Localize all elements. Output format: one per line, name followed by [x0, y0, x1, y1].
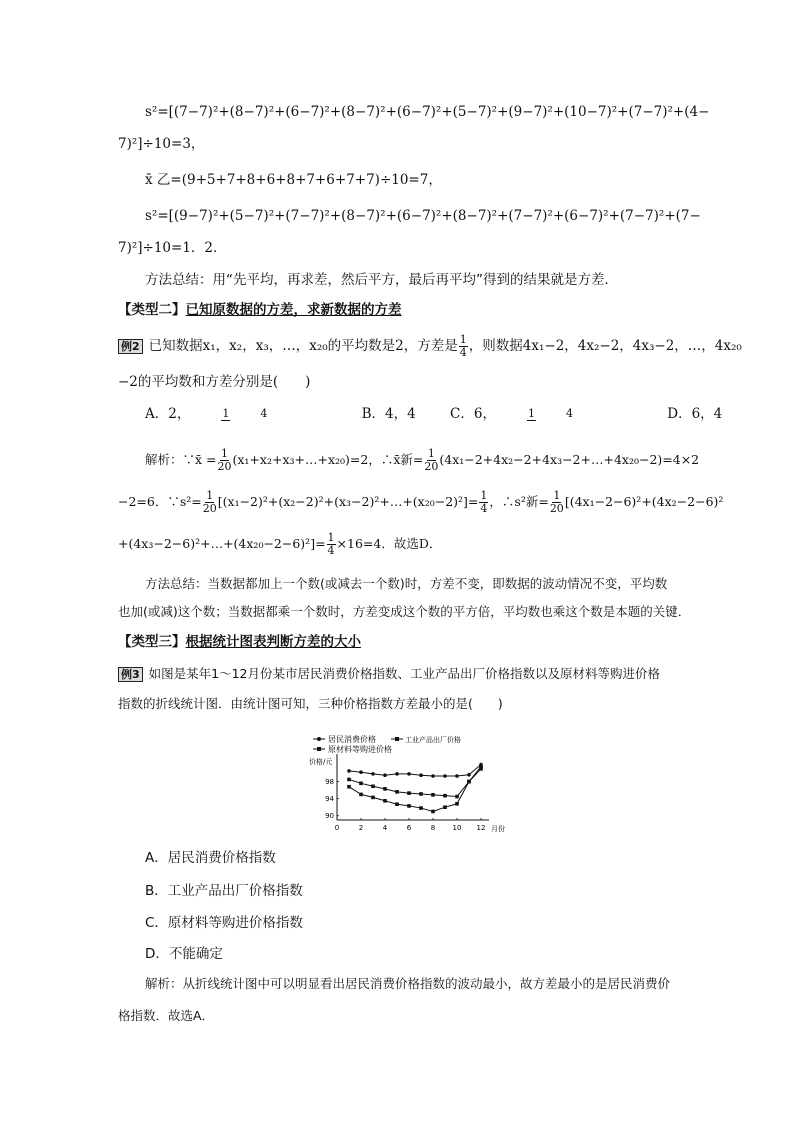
example3-label: 例3 [118, 667, 143, 682]
data-point [443, 805, 447, 809]
example3-question-line1 [118, 664, 660, 684]
example2-question-line2: −2的平均数和方差分别是( ) [118, 374, 311, 390]
sol2-text: [(4x₁−2−6)²+(4x₂−2−6)² [564, 494, 724, 509]
sol2-text: +(4x₃−2−6)²+…+(4x₂₀−2−6)²]= [118, 536, 326, 551]
data-point [347, 778, 351, 782]
fraction [550, 490, 564, 515]
solution3-line-1: 解析：从折线统计图中可以明显看出居民消费价格指数的波动最小，故方差最小的是居民消费价 [145, 976, 671, 991]
data-point [479, 767, 483, 771]
example3-option-d: D．不能确定 [145, 946, 223, 962]
sol2-text: −2=6．∵s²= [118, 494, 202, 509]
option-c-text: C．6， [450, 406, 496, 422]
legend-marker-raw-material [317, 747, 321, 751]
data-point [407, 772, 411, 776]
fraction-numerator: 1 [459, 333, 467, 346]
type3-title: 根据统计图表判断方差的大小 [185, 634, 361, 650]
calc-line-4: s²=[(9−7)²+(5−7)²+(7−7)²+(8−7)²+(6−7)²+(8−7)²+(7−7)²+(6−7)²+(7−7)²+(7− [145, 208, 701, 224]
example3-option-b: B．工业产品出厂价格指数 [145, 883, 303, 899]
solution3-line-2: 格指数．故选A． [118, 1008, 215, 1023]
data-point [359, 782, 363, 786]
legend [313, 734, 461, 754]
y-tick-label: 98 [325, 778, 334, 787]
data-point [443, 774, 447, 778]
series-line-1 [349, 765, 481, 777]
legend-label-residential: 居民消费价格 [328, 735, 376, 744]
data-point [419, 792, 423, 796]
x-tick-label: 12 [476, 824, 486, 832]
method-summary-1: 方法总结：用“先平均，再求差，然后平方，最后再平均”得到的结果就是方差． [145, 272, 618, 288]
type3-heading [118, 632, 361, 652]
data-point [419, 806, 423, 810]
data-point [371, 796, 375, 800]
fraction-denominator: 20 [202, 502, 217, 515]
data-point [371, 784, 375, 788]
fraction [479, 490, 488, 515]
data-point [347, 785, 351, 789]
fraction [327, 532, 336, 557]
solution2-line-1 [145, 448, 699, 473]
sol2-text: (4x₁−2+4x₂−2+4x₃−2+…+4x₂₀−2)=4×2 [439, 452, 700, 467]
example3-option-c: C．原材料等购进价格指数 [145, 915, 303, 931]
data-point [431, 774, 435, 778]
series-line-2 [349, 767, 481, 797]
option-b: B．4，4 [361, 406, 416, 422]
legend-label-industrial: 工业产品出厂价格 [405, 736, 461, 744]
calc-line-2: 7)²]÷10=3， [118, 136, 205, 152]
data-point [347, 769, 351, 773]
fraction-denominator: 20 [217, 460, 232, 473]
fraction-numerator: 1 [527, 407, 535, 420]
fraction-numerator: 1 [221, 447, 228, 460]
data-point [443, 794, 447, 798]
type2-bracket: 【类型二】 [118, 302, 186, 318]
fraction-denominator: 20 [424, 460, 439, 473]
price-index-line-chart [305, 730, 525, 840]
fraction [424, 448, 438, 473]
type2-heading [118, 300, 402, 320]
ex3-text: 如图是某年1～12月份某市居民消费价格指数、工业产品出厂价格指数以及原材料等购进价格 [148, 666, 661, 681]
series-layer [347, 763, 483, 814]
option-c [450, 404, 633, 424]
x-tick-label: 8 [430, 824, 436, 832]
type3-bracket: 【类型三】 [118, 634, 186, 650]
fraction-denominator: 4 [327, 544, 335, 557]
data-point [407, 804, 411, 808]
data-point [467, 780, 471, 784]
x-tick-label: 0 [334, 824, 340, 832]
calc-line-5: 7)²]÷10=1．2． [118, 240, 227, 256]
data-point [455, 774, 459, 778]
x-tick-label: 6 [406, 824, 412, 832]
option-d: D．6，4 [667, 406, 723, 422]
data-point [371, 772, 375, 776]
data-point [383, 787, 387, 791]
data-point [431, 793, 435, 797]
method-summary-2-line-2: 也加(或减)这个数；当数据都乘一个数时，方差变成这个数的平方倍，平均数也乘这个数是本题的关键． [118, 604, 691, 619]
y-tick-label: 94 [325, 795, 334, 804]
legend-marker-industrial [395, 737, 399, 741]
x-tick-label: 2 [358, 824, 364, 832]
fraction-denominator: 20 [549, 502, 564, 515]
fraction-numerator: 1 [480, 489, 488, 502]
calc-line-1: s²=[(7−7)²+(8−7)²+(6−7)²+(8−7)²+(6−7)²+(5−7)²+(9−7)²+(10−7)²+(7−7)²+(4− [145, 104, 710, 120]
option-a-text: A．2， [145, 406, 191, 422]
data-point [455, 802, 459, 806]
fraction-numerator: 1 [206, 489, 214, 502]
fraction-numerator: 1 [553, 489, 561, 502]
data-point [419, 773, 423, 777]
example2-question [118, 334, 742, 359]
sol2-text: ，∴s²新= [489, 494, 549, 509]
example2-label: 例2 [118, 339, 143, 354]
calc-line-3: x̄ 乙=(9+5+7+8+6+8+7+6+7+7)÷10=7， [145, 172, 442, 188]
fraction-numerator: 1 [427, 447, 435, 460]
data-point [395, 802, 399, 806]
legend-marker-residential [317, 737, 321, 741]
data-point [395, 790, 399, 794]
solution2-line-2 [118, 490, 723, 515]
x-tick-label: 10 [452, 824, 462, 832]
fraction [527, 408, 603, 421]
fraction [459, 334, 468, 359]
data-point [467, 773, 471, 777]
solution2-line-3 [118, 532, 441, 557]
example3-option-a: A．居民消费价格指数 [145, 850, 276, 866]
sol2-text: (x₁+x₂+x₃+…+x₂₀)=2，∴x̄新= [232, 452, 424, 467]
fraction-numerator: 1 [327, 531, 335, 544]
data-point [383, 799, 387, 803]
x-tick-label: 4 [382, 824, 388, 832]
fraction-denominator: 4 [459, 346, 467, 359]
example2-text-b: ，则数据4x₁−2，4x₂−2，4x₃−2，…，4x₂₀ [468, 338, 742, 354]
sol2-text: 解析：∵x̄ = [145, 452, 217, 467]
example2-text-a: 已知数据x₁，x₂，x₃，…，x₂₀的平均数是2，方差是 [148, 338, 458, 354]
fraction-denominator: 4 [480, 502, 488, 515]
data-point [407, 791, 411, 795]
y-tick-label: 90 [325, 812, 334, 821]
data-point [383, 773, 387, 777]
example3-question-line2: 指数的折线统计图．由统计图可知，三种价格指数方差最小的是( ) [118, 696, 503, 711]
fraction-denominator: 4 [565, 407, 573, 420]
type2-title: 已知原数据的方差，求新数据的方差 [185, 302, 402, 318]
fraction [203, 490, 217, 515]
data-point [455, 795, 459, 799]
example2-options [145, 404, 752, 424]
legend-label-raw-material: 原材料等购进价格 [328, 745, 392, 754]
data-point [359, 770, 363, 774]
data-point [431, 810, 435, 814]
method-summary-2-line-1: 方法总结：当数据都加上一个数(或减去一个数)时，方差不变，即数据的波动情况不变，平均数 [145, 576, 668, 591]
x-axis-label: 月份 [491, 825, 505, 833]
data-point [359, 793, 363, 797]
fraction [221, 408, 297, 421]
y-axis-label: 价格/元 [309, 758, 333, 766]
option-a [145, 404, 327, 424]
sol2-text: [(x₁−2)²+(x₂−2)²+(x₃−2)²+…+(x₂₀−2)²]= [217, 494, 479, 509]
sol2-text: ×16=4．故选D． [336, 536, 442, 551]
fraction-numerator: 1 [222, 407, 230, 420]
fraction-denominator: 4 [260, 407, 268, 420]
data-point [395, 772, 399, 776]
fraction [218, 448, 232, 473]
